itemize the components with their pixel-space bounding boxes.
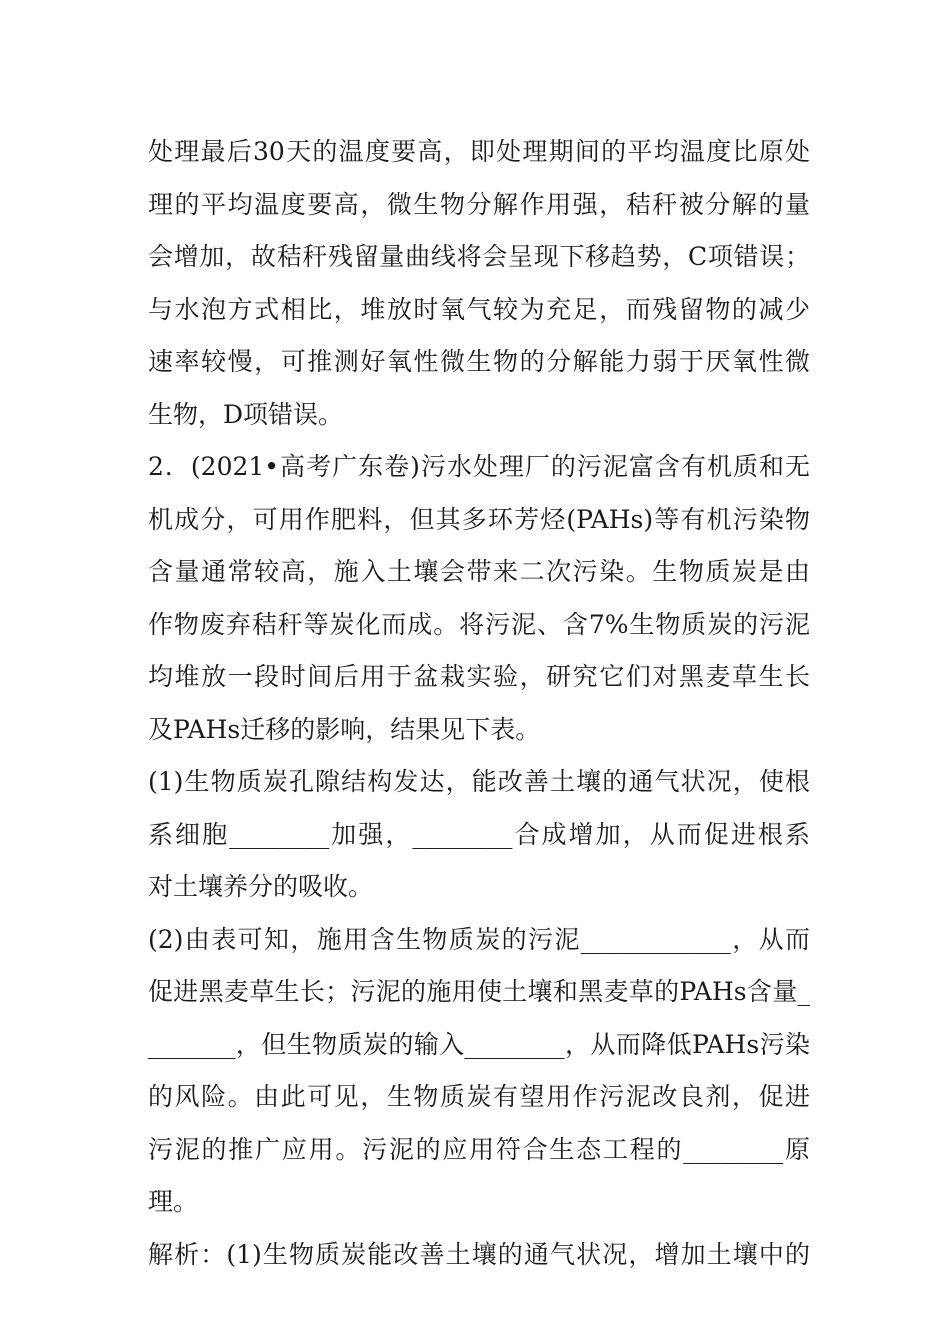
text-line: 及PAHs迁移的影响，结果见下表。 [148,714,541,744]
sub-question-2-line: (2)由表可知，施用含生物质炭的污泥____________，从而 [148,924,810,954]
text-line: _______，但生物质炭的输入________，从而降低PAHs污染 [148,1029,810,1059]
text-line: 污泥的推广应用。污泥的应用符合生态工程的________原 [148,1134,810,1164]
text-line: 对土壤养分的吸收。 [148,872,374,901]
text-line: 促进黑麦草生长；污泥的施用使土壤和黑麦草的PAHs含量_ [148,977,810,1006]
analysis-line: 解析：(1)生物质炭能改善土壤的通气状况，增加土壤中的 [148,1239,810,1269]
text-line: 作物废弃秸秆等炭化而成。将污泥、含7%生物质炭的污泥 [148,609,810,639]
text-line: 系细胞________加强，________合成增加，从而促进根系 [148,819,810,849]
text-line: 均堆放一段时间后用于盆栽实验，研究它们对黑麦草生长 [148,662,810,691]
text-line: 含量通常较高，施入土壤会带来二次污染。生物质炭是由 [148,557,810,586]
text-line: 的风险。由此可见，生物质炭有望用作污泥改良剂，促进 [148,1082,810,1111]
text-line: 理。 [148,1187,199,1216]
text-line: 与水泡方式相比，堆放时氧气较为充足，而残留物的减少 [148,294,810,324]
text-line: 生物，D项错误。 [148,399,344,429]
text-line: 机成分，可用作肥料，但其多环芳烃(PAHs)等有机污染物 [148,504,810,534]
sub-question-1-line: (1)生物质炭孔隙结构发达，能改善土壤的通气状况，使根 [148,767,810,796]
text-line: 处理最后30天的温度要高，即处理期间的平均温度比原处 [148,137,810,166]
question-2-line: 2．(2021•高考广东卷)污水处理厂的污泥富含有机质和无 [148,452,810,481]
text-line: 理的平均温度要高，微生物分解作用强，秸秆被分解的量 [148,189,810,219]
document-body [148,126,810,1281]
text-line: 速率较慢，可推测好氧性微生物的分解能力弱于厌氧性微 [148,347,810,376]
text-line: 会增加，故秸秆残留量曲线将会呈现下移趋势，C项错误； [148,242,810,271]
